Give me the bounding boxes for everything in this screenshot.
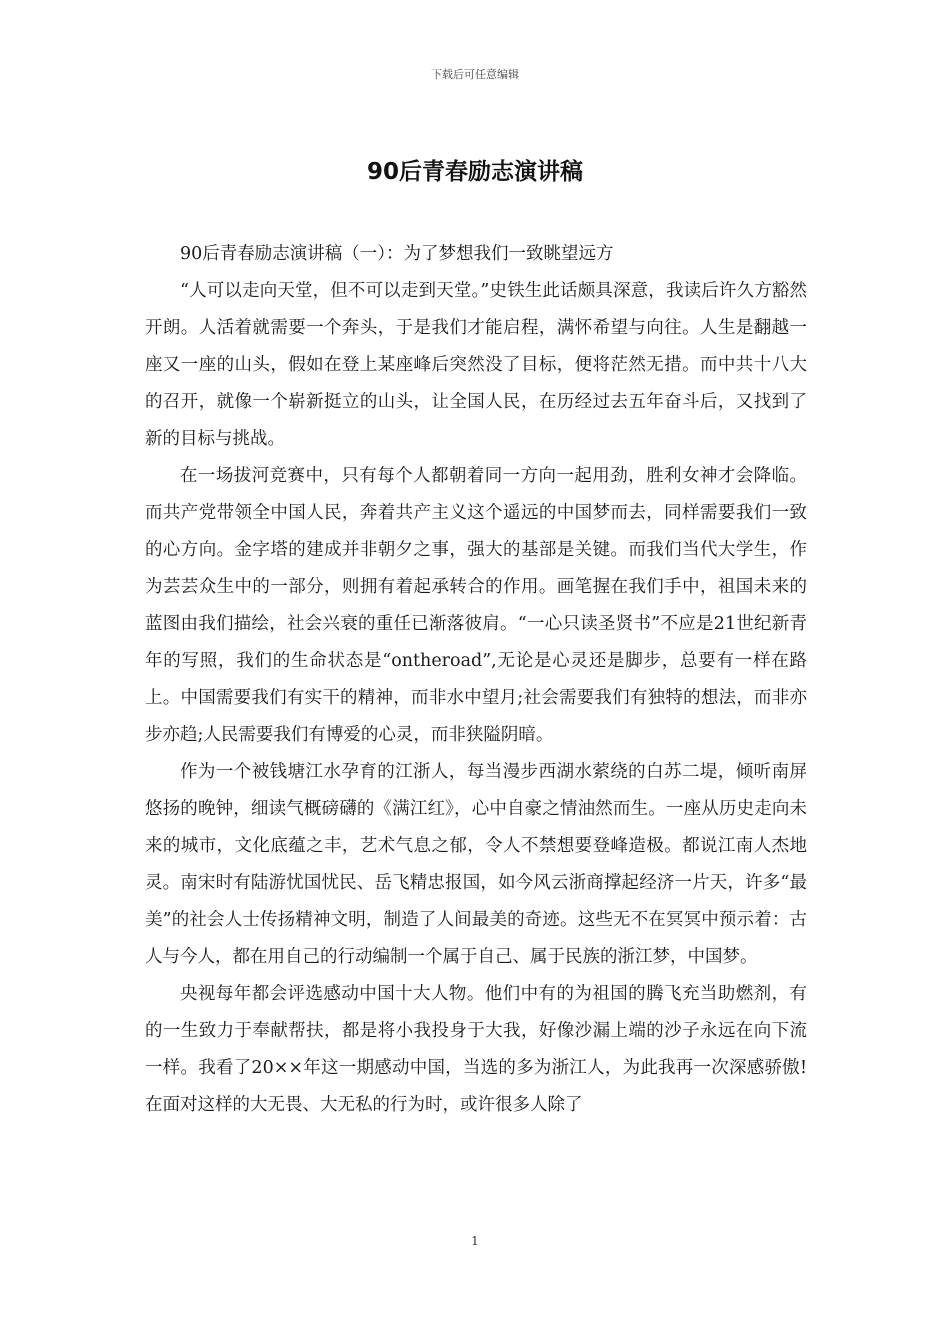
paragraph-1: “人可以走向天堂，但不可以走到天堂。”史铁生此话颇具深意，我读后许久方豁然开朗。人活着就需要一个奔头，于是我们才能启程，满怀希望与向往。人生是翻越一座又一座的山头，假如在登上某座峰后突然没了目标，便将茫然无措。而中共十八大的召开，就像一个崭新挺立的山头，让全国人民，在历经过去五年奋斗后，又找到了新的目标与挑战。: [145, 281, 807, 449]
document-body: [145, 236, 807, 1124]
document-title: 90后青春励志演讲稿: [366, 159, 583, 185]
page-header: 下载后可任意编辑: [431, 68, 519, 81]
paragraph-4: 央视每年都会评选感动中国十大人物。他们中有的为祖国的腾飞充当助燃剂，有的一生致力于奉献帮扶，都是将小我投身于大我，好像沙漏上端的沙子永远在向下流一样。我看了20××年这一期感动中国，当选的多为浙江人，为此我再一次深感骄傲!在面对这样的大无畏、大无私的行为时，或许很多人除了: [145, 984, 807, 1115]
paragraph-2: 在一场拔河竞赛中，只有每个人都朝着同一方向一起用劲，胜利女神才会降临。而共产党带领全中国人民，奔着共产主义这个遥远的中国梦而去，同样需要我们一致的心方向。金字塔的建成并非朝夕之事，强大的基部是关键。而我们当代大学生，作为芸芸众生中的一部分，则拥有着起承转合的作用。画笔握在我们手中，祖国未来的蓝图由我们描绘，社会兴衰的重任已渐落彼肩。“一心只读圣贤书”不应是21世纪新青年的写照，我们的生命状态是“ontheroad”,无论是心灵还是脚步，总要有一样在路上。中国需要我们有实干的精神，而非水中望月;社会需要我们有独特的想法，而非亦步亦趋;人民需要我们有博爱的心灵，而非狭隘阴暗。: [145, 466, 807, 745]
page-number: 1: [471, 1234, 479, 1248]
document-subtitle: 90后青春励志演讲稿（一）：为了梦想我们一致眺望远方: [180, 244, 614, 264]
paragraph-3: 作为一个被钱塘江水孕育的江浙人，每当漫步西湖水萦绕的白苏二堤，倾听南屏悠扬的晚钟，细读气概磅礴的《满江红》，心中自豪之情油然而生。一座从历史走向未来的城市，文化底蕴之丰，艺术气息之郁，令人不禁想要登峰造极。都说江南人杰地灵。南宋时有陆游忧国忧民、岳飞精忠报国，如今风云浙商撑起经济一片天，许多“最美”的社会人士传扬精神文明，制造了人间最美的奇迹。这些无不在冥冥中预示着：古人与今人，都在用自己的行动编制一个属于自己、属于民族的浙江梦，中国梦。: [145, 762, 807, 967]
